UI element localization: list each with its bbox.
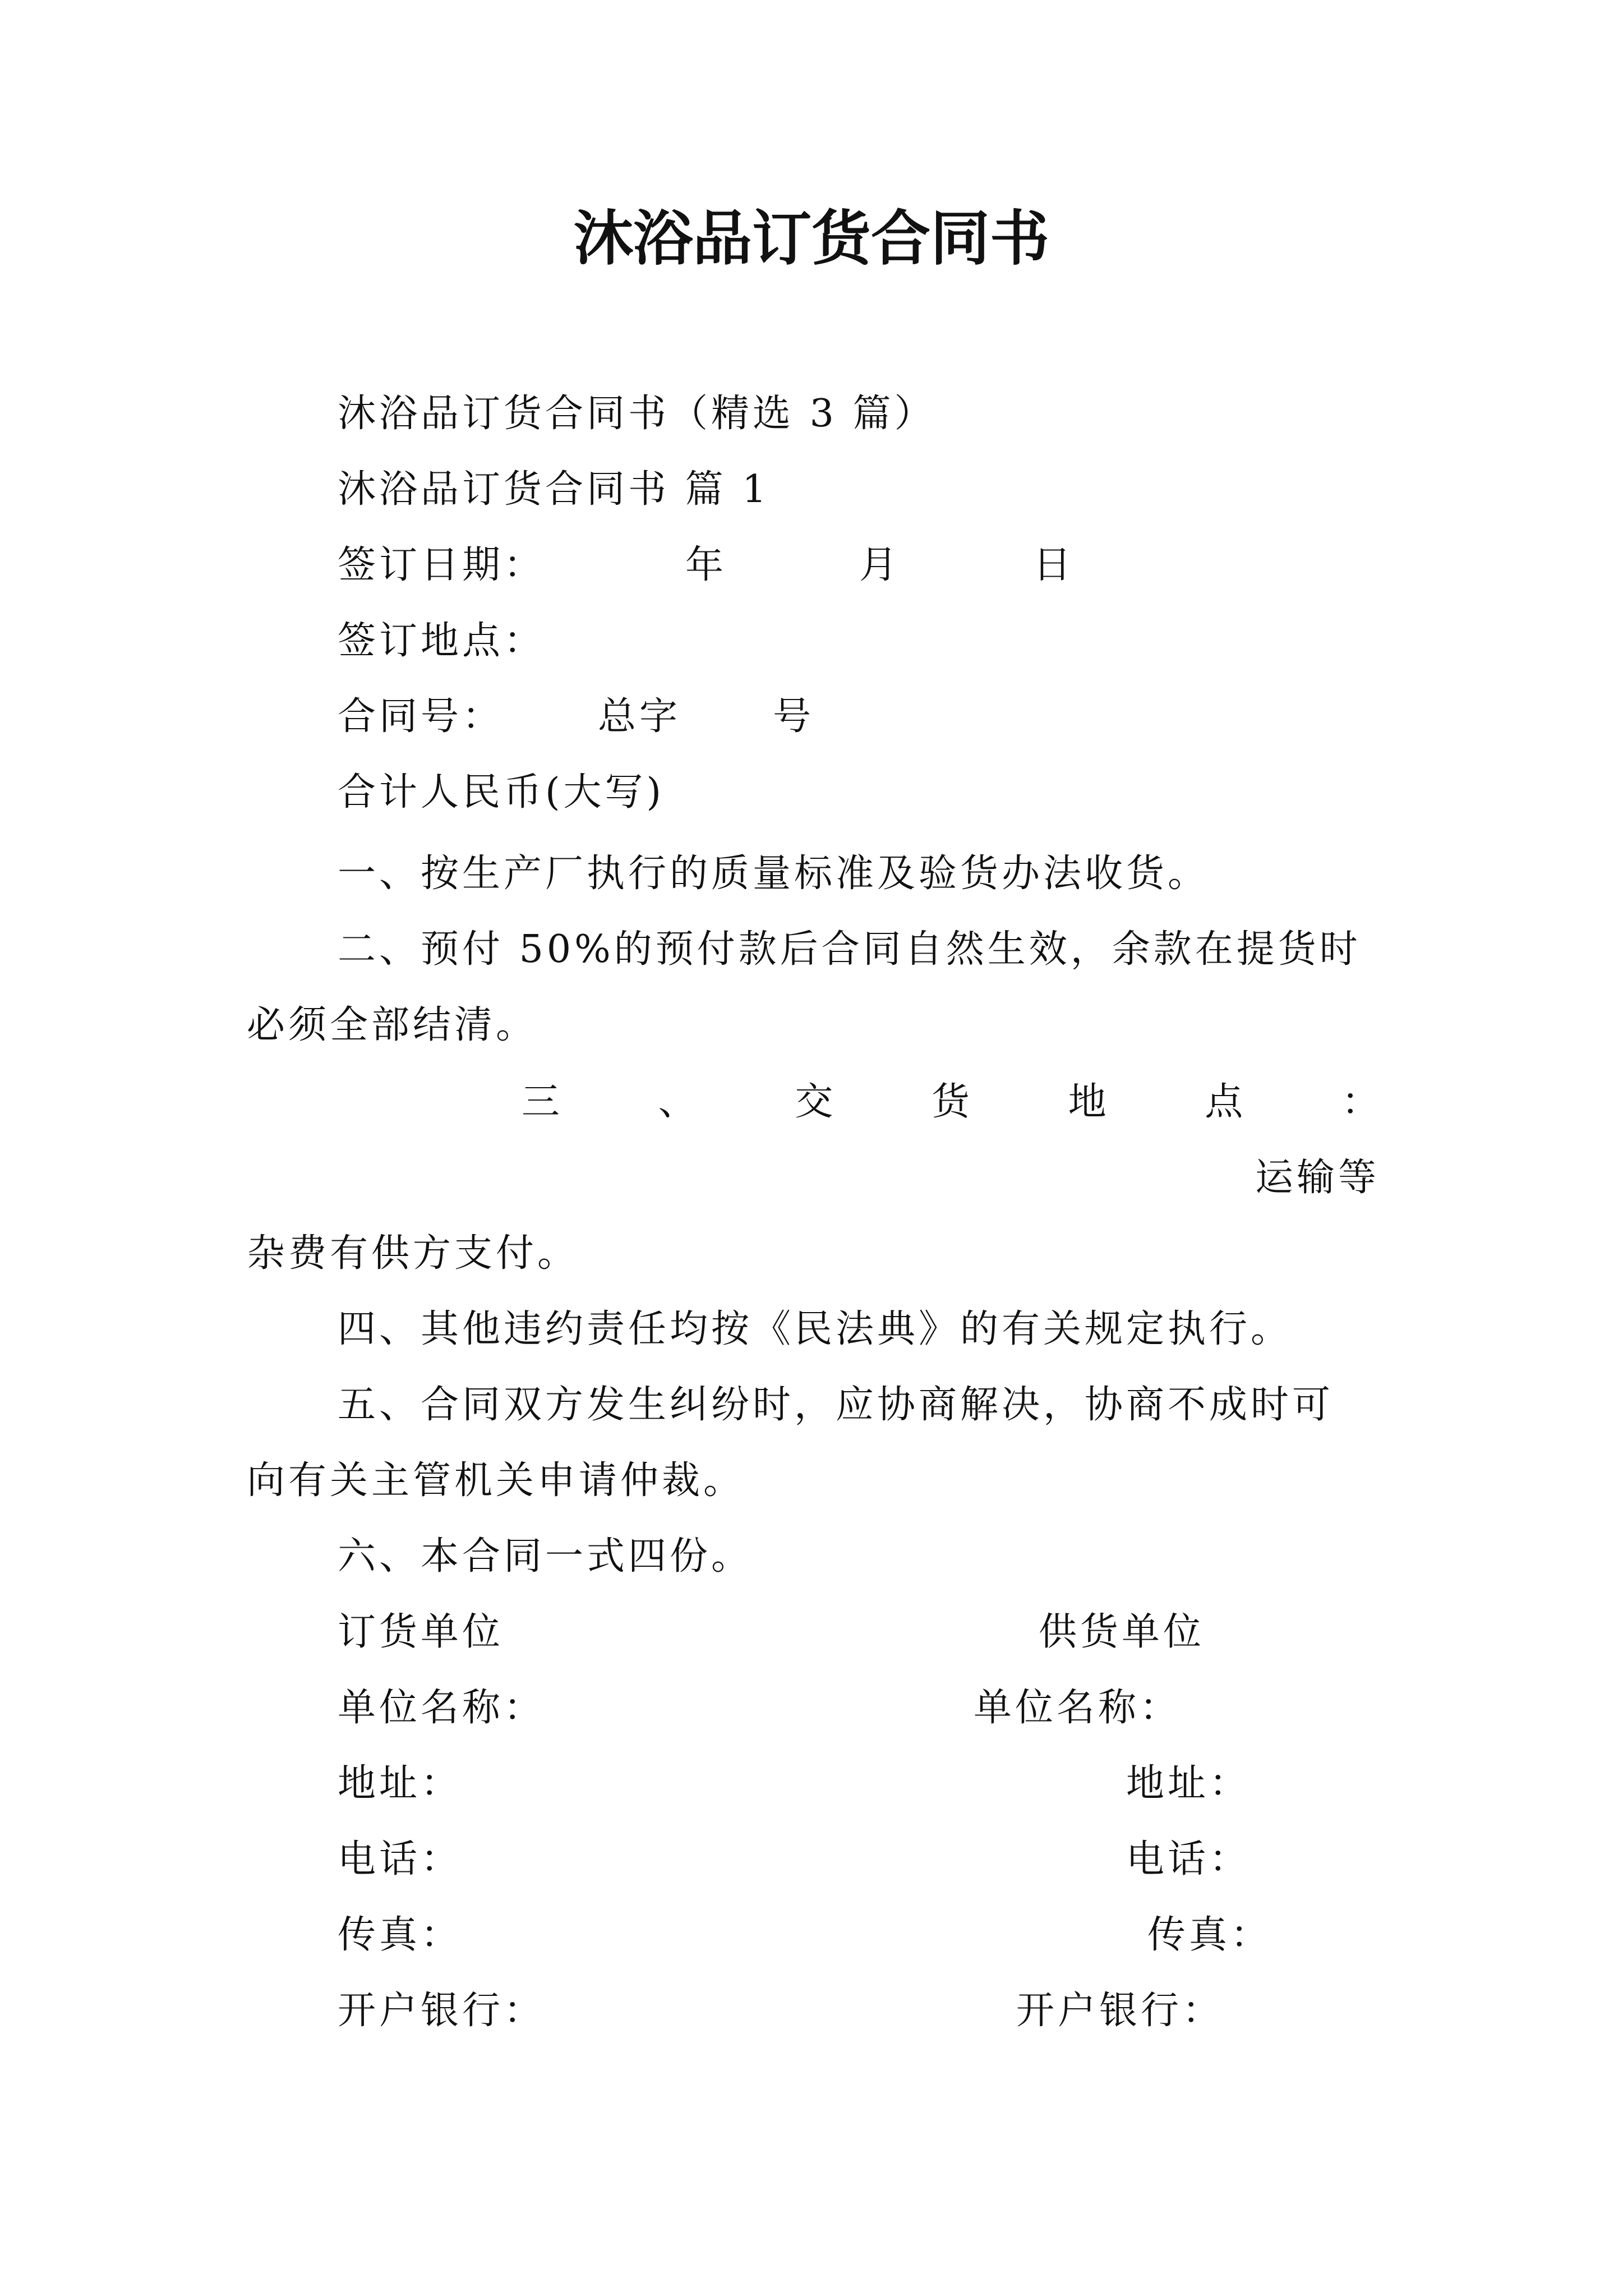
clause-1: 一、按生产厂执行的质量标准及验货办法收货。 <box>338 852 1210 896</box>
clause-3-line-1 <box>522 1074 1380 1130</box>
buyer-name-label: 单位名称： <box>338 1686 546 1730</box>
seller-address-label: 地址： <box>1126 1761 1251 1806</box>
seller-phone-label: 电话： <box>1126 1837 1251 1881</box>
clause-5-line-1: 五、合同双方发生纠纷时，应协商解决，协商不成时可 <box>338 1383 1334 1427</box>
seller-bank-label: 开户银行： <box>1016 1989 1224 2033</box>
total-rmb-label: 合计人民币(大写) <box>338 770 665 815</box>
buyer-bank-label: 开户银行： <box>338 1989 546 2033</box>
clause-2-line-2: 必须全部结清。 <box>247 1003 538 1047</box>
sign-date-year: 年 <box>685 543 727 587</box>
section-heading: 沐浴品订货合同书 篇 1 <box>338 467 770 512</box>
document-title: 沐浴品订货合同书 <box>574 203 1049 273</box>
seller-heading: 供货单位 <box>1039 1610 1205 1654</box>
clause-4: 四、其他违约责任均按《民法典》的有关规定执行。 <box>338 1307 1293 1351</box>
sign-place-label: 签订地点： <box>338 619 546 663</box>
clause-5-line-2: 向有关主管机关申请仲裁。 <box>247 1458 745 1503</box>
clause-3-char: 货 <box>931 1080 970 1124</box>
buyer-address-label: 地址： <box>338 1761 463 1806</box>
clause-3-line-3: 杂费有供方支付。 <box>247 1231 579 1276</box>
buyer-heading: 订货单位 <box>338 1610 504 1654</box>
sign-date-month: 月 <box>859 543 901 587</box>
clause-3-char: 地 <box>1068 1080 1106 1124</box>
contract-no-num: 号 <box>773 694 815 739</box>
sign-date-label: 签订日期： <box>338 543 546 587</box>
clause-3-char: 点 <box>1205 1080 1243 1124</box>
clause-3-line-2: 运输等 <box>1255 1156 1380 1200</box>
clause-3-char: ： <box>1341 1080 1380 1124</box>
seller-name-label: 单位名称： <box>974 1686 1182 1730</box>
clause-3-char: 交 <box>795 1080 833 1124</box>
contract-no-label: 合同号： <box>338 694 504 739</box>
contract-no-total: 总字 <box>598 694 681 739</box>
clause-3-char: 、 <box>658 1080 697 1124</box>
buyer-phone-label: 电话： <box>338 1837 463 1881</box>
clause-2-line-1: 二、预付 50%的预付款后合同自然生效，余款在提货时 <box>338 927 1361 972</box>
seller-fax-label: 传真： <box>1147 1913 1272 1957</box>
clause-6: 六、本合同一式四份。 <box>338 1534 753 1579</box>
sign-date-day: 日 <box>1033 543 1075 587</box>
buyer-fax-label: 传真： <box>338 1913 463 1957</box>
clause-3-char: 三 <box>522 1080 560 1124</box>
document-subtitle: 沐浴品订货合同书（精选 3 篇） <box>338 392 936 436</box>
